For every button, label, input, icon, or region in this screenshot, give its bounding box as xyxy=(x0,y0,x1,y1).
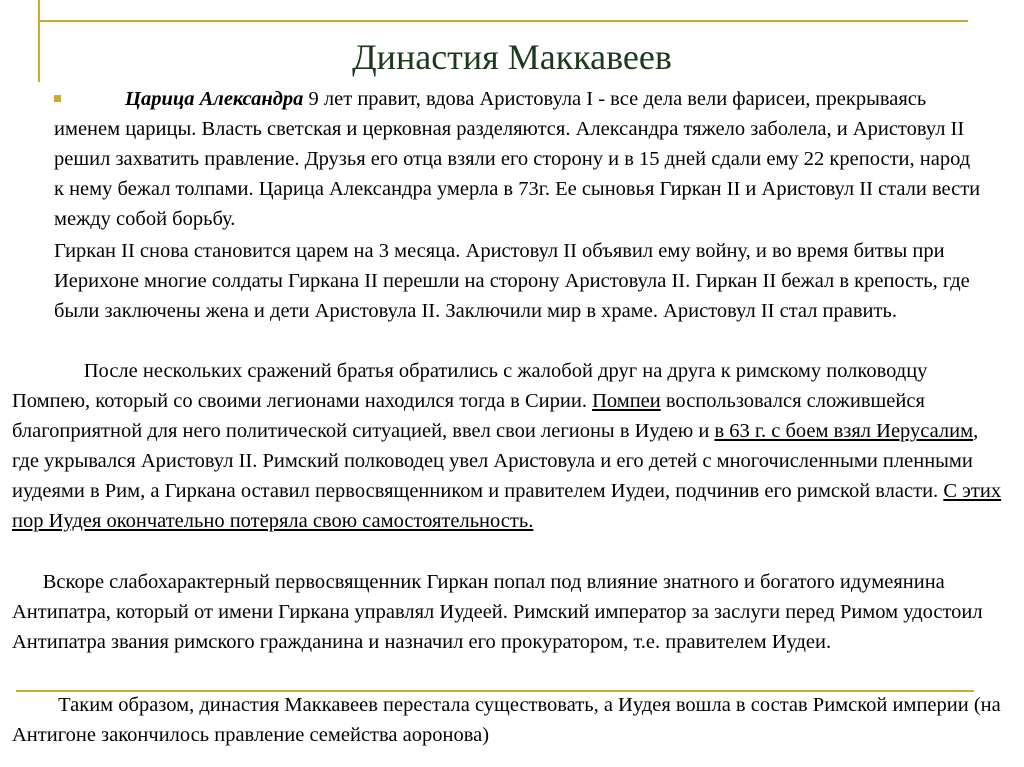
square-bullet-icon xyxy=(54,95,61,102)
accent-top-rule xyxy=(38,20,968,22)
paragraph-hyrcanus: Гиркан II снова становится царем на 3 месяца. Аристовул II объявил ему войну, и во время битвы при Иерихоне многие солдаты Гиркана II перешли на сторону Аристовула II. Гиркан II бежал в крепость, где были заключены жена и дети Аристовула II. Заключили мир в храме. Аристовул II стал править. xyxy=(54,240,970,322)
paragraph-text: воспользовался сложившейся благоприятной для него политической ситуацией, ввел свои легионы в Иудею и xyxy=(12,390,925,442)
paragraph-text: 9 лет правит, вдова Аристовула I - все дела вели фарисеи, прекрываясь именем царицы. Власть светская и церковная разделяются. Александра тяжело заболела, и Аристовул II решил захватить правление. Друзья его отца взяли его сторону и в 15 дней сдали ему 22 крепости, народ к нему бежал толпами. Царица Александра умерла в 73г. Ее сыновья Гиркан II и Аристовул II стали вести между собой борьбу. xyxy=(54,88,981,230)
underlined-jerusalem-capture: в 63 г. с боем взял Иерусалим xyxy=(714,420,974,442)
paragraph-text: , где укрывался Аристовул II. Римский полководец увел Аристовула и его детей с многочисленными пленными иудеями в Рим, а Гиркана оставил первосвященником и правителем Иудеи, подчинив его римской власти. xyxy=(12,420,979,502)
paragraph-queen-alexandra xyxy=(54,84,984,234)
paragraph-antipater: Вскоре слабохарактерный первосвященник Гиркан попал под влияние знатного и богатого идумеянина Антипатра, который от имени Гиркана управлял Иудеей. Римский император за заслуги перед Римом удостоил Антипатра звания римского гражданина и назначил его прокуратором, т.е. правителем Иудеи. xyxy=(12,571,983,653)
underlined-independence-lost: С этих пор Иудея окончательно потеряла свою самостоятельность. xyxy=(12,480,1002,532)
underlined-pompey: Помпеи xyxy=(592,390,661,412)
paragraph-text: После нескольких сражений братья обратились с жалобой друг на друга к римскому полководцу Помпею, который со своими легионами находился тогда в Сирии. xyxy=(12,360,928,412)
paragraph-lead: Царица Александра xyxy=(125,88,304,110)
paragraph-conclusion: Таким образом, династия Маккавеев перестала существовать, а Иудея вошла в состав Римской империи (на Антигоне закончилось правление семейства аоронова) xyxy=(12,694,1001,746)
slide-title: Династия Маккавеев xyxy=(352,37,672,77)
paragraph-pompey xyxy=(12,356,1002,536)
